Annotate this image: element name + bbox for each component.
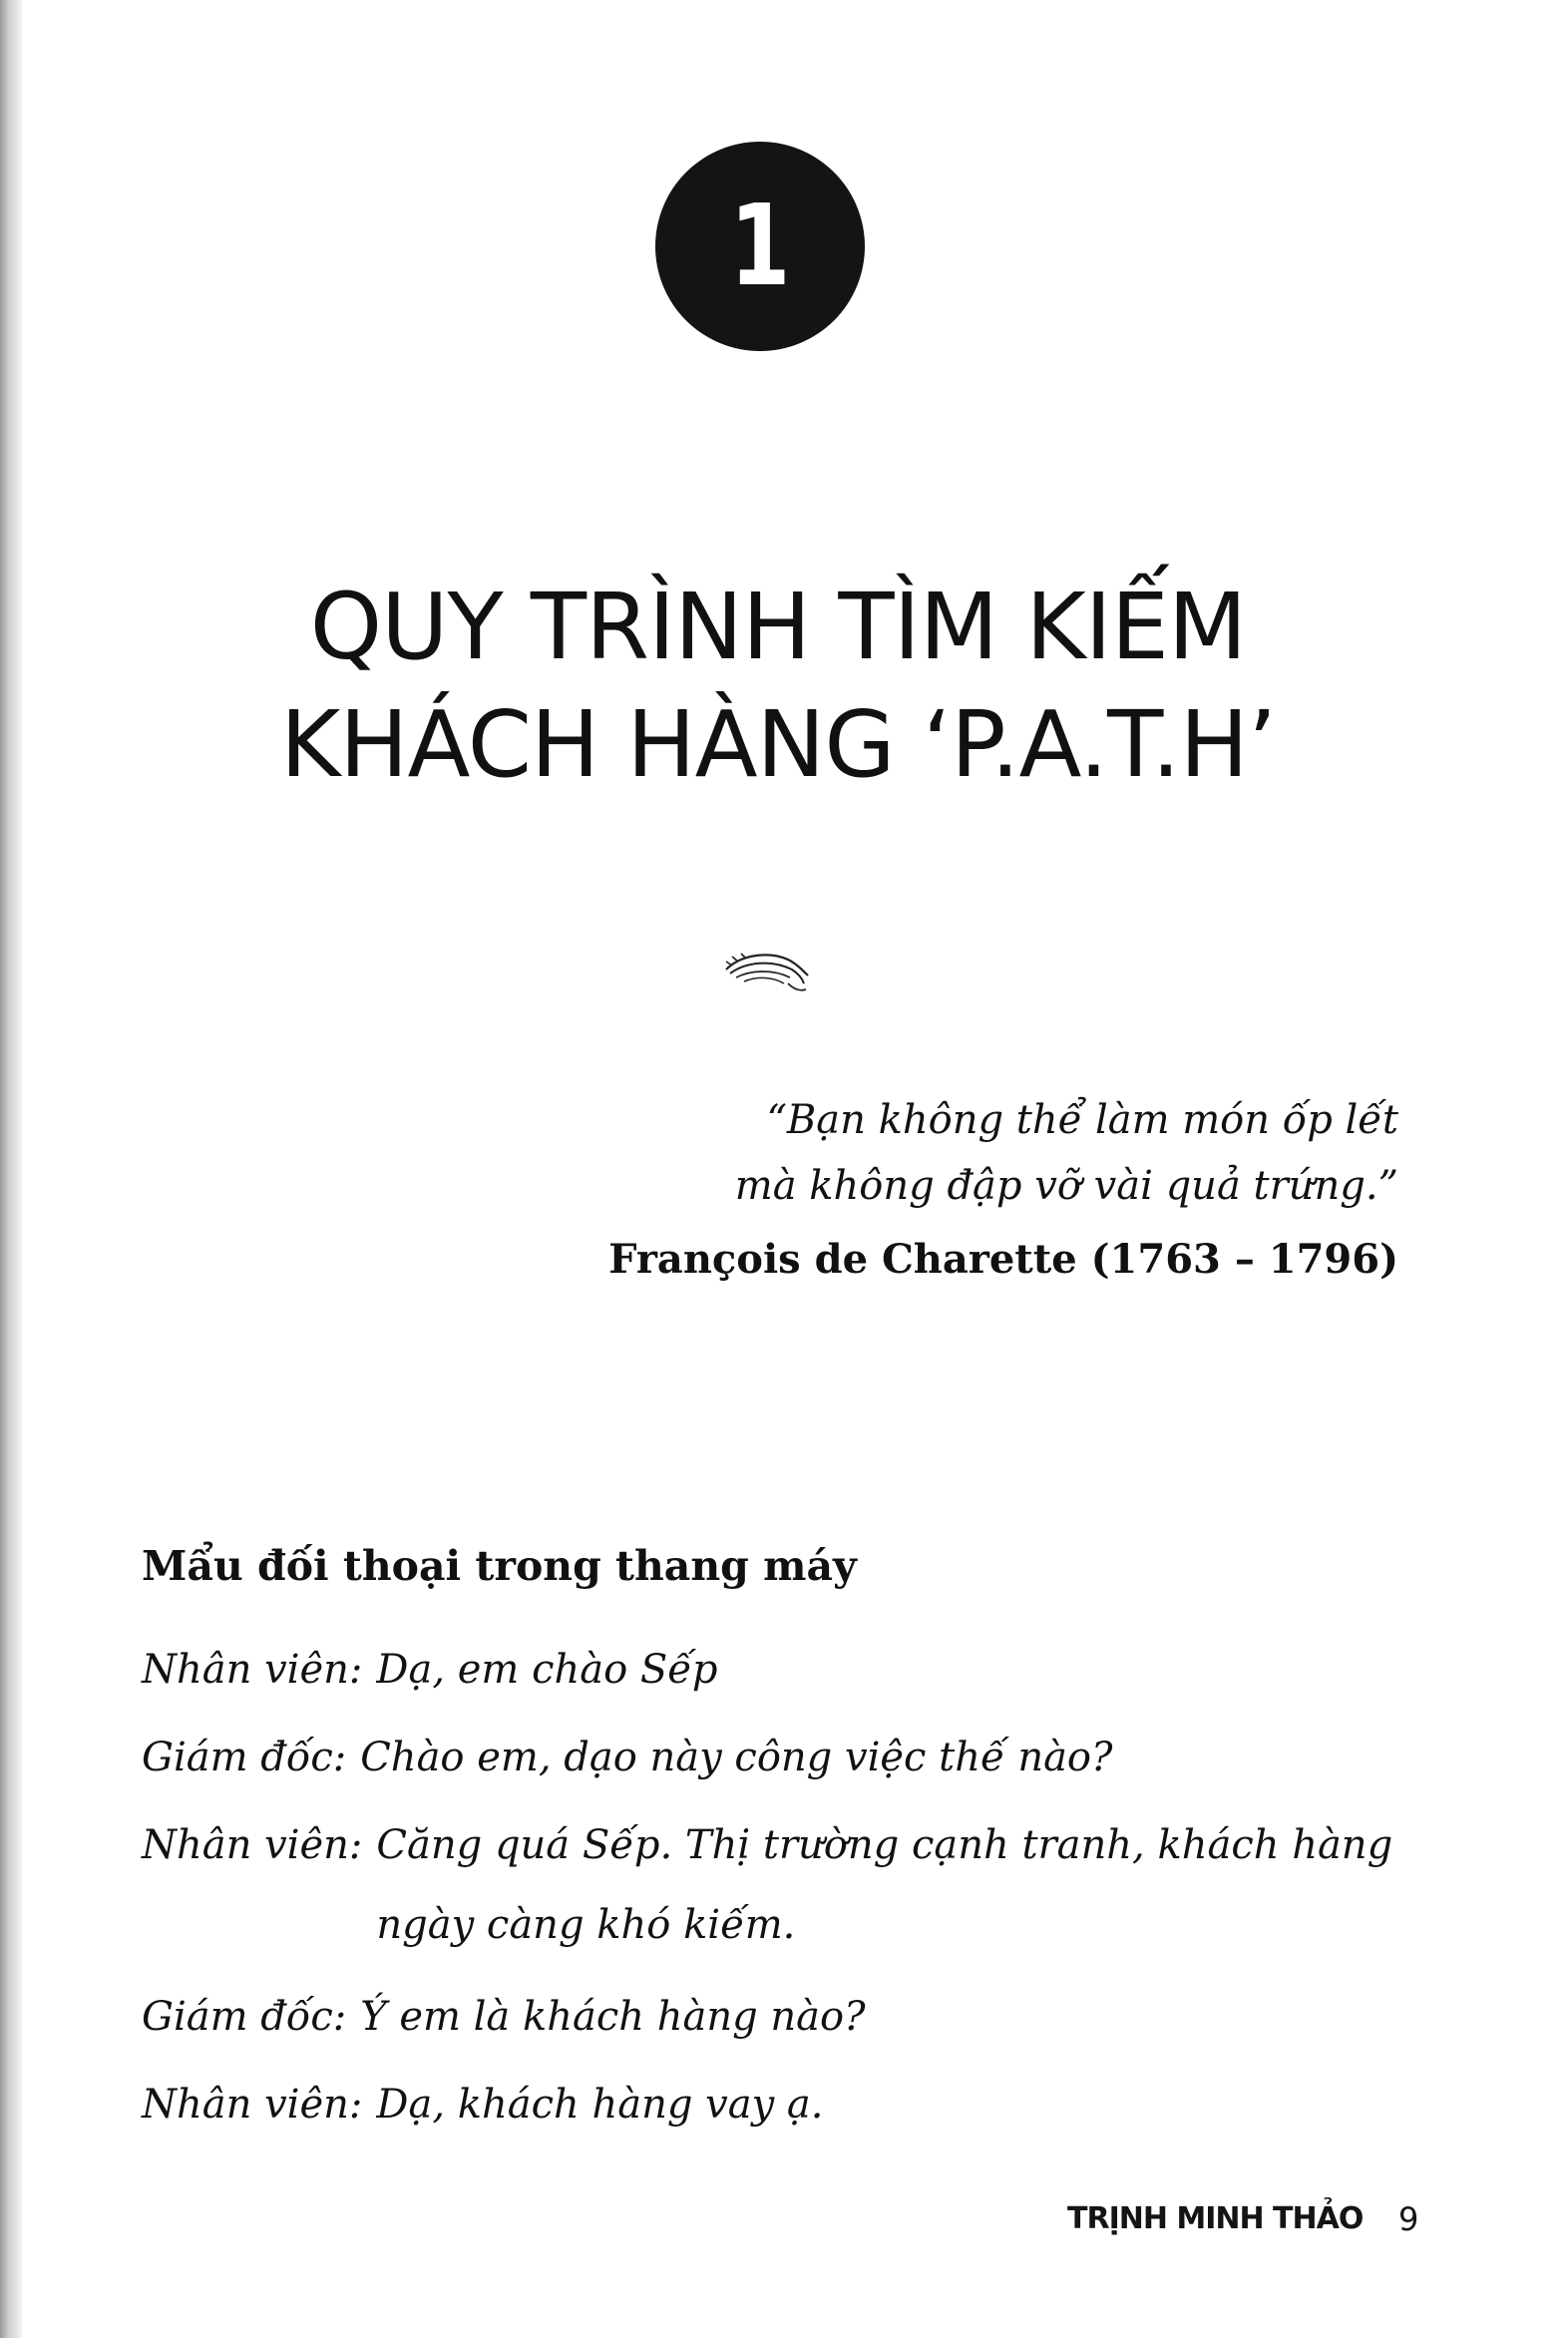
dialogue-speaker: Giám đốc bbox=[142, 1735, 333, 1780]
page-number: 9 bbox=[1398, 2200, 1419, 2238]
speaker-colon: : bbox=[348, 1647, 363, 1693]
dialogue-turn bbox=[142, 1973, 1428, 2061]
dialogue-text: Dạ, em chào Sếp bbox=[376, 1647, 718, 1693]
dialogue-text: Chào em, dạo này công việc thế nào? bbox=[360, 1735, 1113, 1780]
dialogue-speaker: Nhân viên bbox=[142, 2082, 349, 2128]
dialogue-text-continuation: ngày càng khó kiếm. bbox=[376, 1902, 796, 1948]
section-heading: Mẩu đối thoại trong thang máy bbox=[142, 1542, 857, 1590]
feather-ornament-icon bbox=[722, 948, 812, 997]
chapter-title-line-1: QUY TRÌNH TÌM KIẾM bbox=[309, 574, 1247, 680]
chapter-number-badge bbox=[655, 142, 865, 351]
speaker-colon: : bbox=[332, 1735, 347, 1780]
dialogue-turn bbox=[142, 1805, 1428, 1965]
dialogue-turn bbox=[142, 2061, 1428, 2148]
dialogue-block bbox=[142, 1626, 1428, 2148]
dialogue-speaker: Nhân viên bbox=[142, 1647, 349, 1693]
page-spine-shadow bbox=[0, 0, 22, 2338]
dialogue-text: Căng quá Sếp. Thị trường cạnh tranh, khách hàng bbox=[376, 1822, 1393, 1868]
epigraph-line-1: “Bạn không thể làm món ốp lết bbox=[766, 1097, 1398, 1143]
dialogue-turn bbox=[142, 1626, 1428, 1714]
page-footer bbox=[0, 2194, 1568, 2254]
speaker-colon: : bbox=[332, 1994, 347, 2040]
footer-author: TRỊNH MINH THẢO bbox=[1067, 2201, 1364, 2236]
dialogue-turn bbox=[142, 1714, 1428, 1801]
dialogue-text-wrapped bbox=[376, 1805, 1428, 1965]
dialogue-text: Ý em là khách hàng nào? bbox=[360, 1994, 866, 2040]
dialogue-speaker: Giám đốc bbox=[142, 1994, 333, 2040]
speaker-colon: : bbox=[348, 1822, 363, 1868]
epigraph-line-2: mà không đập vỡ vài quả trứng.” bbox=[734, 1163, 1398, 1209]
dialogue-speaker: Nhân viên bbox=[142, 1822, 349, 1868]
speaker-colon: : bbox=[348, 2082, 363, 2128]
chapter-title bbox=[180, 569, 1376, 804]
epigraph-quote bbox=[401, 1087, 1398, 1293]
dialogue-text: Dạ, khách hàng vay ạ. bbox=[376, 2082, 824, 2128]
chapter-number: 1 bbox=[729, 182, 791, 311]
chapter-title-line-2: KHÁCH HÀNG ‘P.A.T.H’ bbox=[279, 691, 1277, 798]
epigraph-author: François de Charette (1763 – 1796) bbox=[608, 1236, 1398, 1283]
